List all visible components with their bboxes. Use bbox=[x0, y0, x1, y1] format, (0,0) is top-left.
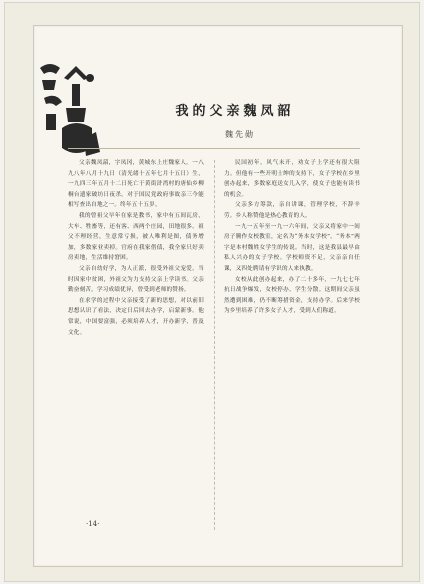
paragraph: 我的曾祖父早年在家是教书，家中有五间瓦房，大车、牲畜等，还有客、西两个庄园，田地很多。祖父不理经营，生意常亏损，被人唯利是图，债务增加，多数家业卖掉。官府在我家借债，我全家只好卖房卖地，生活维持窘困。 bbox=[68, 212, 204, 262]
article-title: 我的父亲魏凤韶 bbox=[175, 104, 295, 119]
article-author: 魏先勋 bbox=[225, 130, 255, 139]
page-number: ·14· bbox=[86, 520, 100, 528]
paragraph: 父亲自幼好学，为人正派，很受外祖父宠爱。当时因家中贫困，外祖父为力支持父亲上学读书。父亲勤奋刻苦，学习成绩优异，曾受到老师的赞扬。 bbox=[68, 265, 204, 294]
paragraph: 民国初年，风气未开，劝女子上学还有很大阻力。但他有一些开明士绅的支持下，女子学校在乡里创办起来，多数家庭送女儿入学，使女子也能有读书的机会。 bbox=[224, 160, 360, 198]
paragraph: 在求学的过程中父亲接受了新的思想，对以前旧思想认识了看法，决定日后回去办学，启蒙新事。他常说，中国要富强，必须培养人才，开办新学，普及文化。 bbox=[68, 297, 204, 336]
right-column bbox=[224, 158, 360, 317]
paragraph: 父亲多方筹款，亲自讲课，管理学校，不辞辛劳。乡人称赞他是热心教育的人。 bbox=[224, 202, 360, 219]
title-rule bbox=[68, 148, 360, 149]
paragraph: 一九一五年至一九一六年间，父亲又将家中一间房子腾作女校教室，定名为“务本女学校”。“务本”两字是本村魏姓女学生的传说。当时，这是我县最早由私人兴办的女子学校。学校师资不足，父亲亲自任课，又四处聘请有学识的人来执教。 bbox=[224, 223, 360, 272]
paragraph: 女校从此创办起来，办了二十多年，一九七七年抗日战争爆发，女校停办，学生分散。这期间父亲虽然遭到困难，仍不断筹措资金，支持办学。后来学校为乡里培养了许多女子人才，受到人们称道。 bbox=[224, 276, 360, 315]
column-divider bbox=[214, 160, 215, 530]
column-logo-illustration bbox=[34, 58, 106, 166]
paragraph: 父亲魏凤韶，字凤冈，黄城东上庄魏家人。一八九八年八月十九日（清光绪十五年七月十五日）生，一九四三年五月十二日死亡于黄街浒湾村的唐仙乡柳桐台遗家破坊日夜杀。对于国民党政府事故亲三今能相写查出自地之一。终年五十五岁。 bbox=[68, 160, 204, 209]
left-column bbox=[68, 158, 204, 338]
